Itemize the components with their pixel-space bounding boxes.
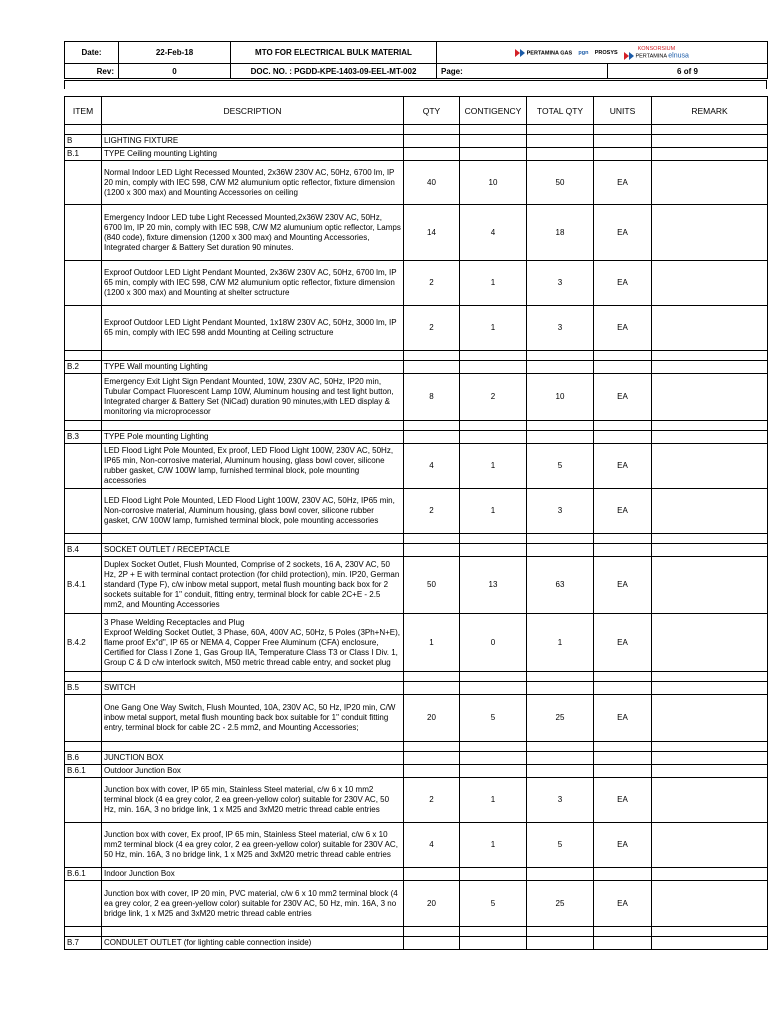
qty-cell — [404, 682, 460, 695]
contigency-cell: 5 — [460, 695, 527, 742]
contigency-cell: 13 — [460, 557, 527, 614]
remark-cell — [652, 148, 768, 161]
document-title: MTO FOR ELECTRICAL BULK MATERIAL — [231, 42, 437, 64]
date-value: 22-Feb-18 — [119, 42, 231, 64]
total-qty-cell: 3 — [527, 261, 594, 306]
empty-cell — [404, 672, 460, 682]
pertamina-gas-logo: PERTAMINA GAS — [515, 49, 572, 57]
total-qty-cell — [527, 431, 594, 444]
qty-cell: 2 — [404, 261, 460, 306]
document-number: DOC. NO. : PGDD-KPE-1403-09-EEL-MT-002 — [231, 64, 437, 79]
col-units: UNITS — [594, 97, 652, 125]
description-cell: Indoor Junction Box — [102, 868, 404, 881]
table-row — [65, 205, 768, 261]
item-cell: B.4.2 — [65, 614, 102, 672]
description-cell: LIGHTING FIXTURE — [102, 135, 404, 148]
remark-cell — [652, 823, 768, 868]
empty-cell — [102, 421, 404, 431]
table-row — [65, 937, 768, 950]
description-cell: Normal Indoor LED Light Recessed Mounted, 2x36W 230V AC, 50Hz, 6700 lm, IP 20 min, comply with IEC 598, C/W M2 alumunium optic reflector, fixture dimension (1200 x 300 max) and Mounting Accessories on ceiling — [102, 161, 404, 205]
prosys-logo: PROSYS — [594, 49, 618, 56]
item-cell — [65, 823, 102, 868]
contigency-cell: 1 — [460, 261, 527, 306]
empty-cell — [527, 351, 594, 361]
contigency-cell — [460, 752, 527, 765]
qty-cell — [404, 752, 460, 765]
table-row — [65, 557, 768, 614]
remark-cell — [652, 868, 768, 881]
total-qty-cell — [527, 148, 594, 161]
empty-cell — [102, 125, 404, 135]
contigency-cell: 0 — [460, 614, 527, 672]
units-cell — [594, 682, 652, 695]
description-cell: Junction box with cover, IP 65 min, Stainless Steel material, c/w 6 x 10 mm2 terminal block (4 ea grey color, 2 ea green-yellow color) suitable for 230V AC, 50 Hz, min. 16A, 3 no bridge link, 1 x M25 and 3xM20 metric thread cable entries — [102, 778, 404, 823]
item-cell — [65, 881, 102, 927]
table-row — [65, 161, 768, 205]
description-cell: Outdoor Junction Box — [102, 765, 404, 778]
qty-cell: 2 — [404, 489, 460, 534]
rev-label: Rev: — [65, 64, 119, 79]
remark-cell — [652, 765, 768, 778]
item-cell — [65, 161, 102, 205]
page-label: Page: — [437, 64, 608, 79]
remark-cell — [652, 374, 768, 421]
total-qty-cell: 10 — [527, 374, 594, 421]
empty-cell — [527, 672, 594, 682]
table-row — [65, 682, 768, 695]
empty-cell — [65, 534, 102, 544]
konsorsium-logo: KONSORSIUM PERTAMINA elnusa — [624, 46, 689, 60]
empty-cell — [460, 351, 527, 361]
table-row — [65, 823, 768, 868]
column-header-row — [65, 97, 768, 125]
qty-cell: 4 — [404, 444, 460, 489]
empty-cell — [527, 125, 594, 135]
empty-cell — [102, 534, 404, 544]
spacer-row — [65, 351, 768, 361]
empty-cell — [404, 125, 460, 135]
date-label: Date: — [65, 42, 119, 64]
total-qty-cell — [527, 752, 594, 765]
contigency-cell: 1 — [460, 489, 527, 534]
units-cell: EA — [594, 778, 652, 823]
table-row — [65, 752, 768, 765]
units-cell — [594, 544, 652, 557]
contigency-cell: 5 — [460, 881, 527, 927]
table-row — [65, 306, 768, 351]
units-cell — [594, 431, 652, 444]
qty-cell: 14 — [404, 205, 460, 261]
empty-cell — [594, 534, 652, 544]
qty-cell: 2 — [404, 306, 460, 351]
total-qty-cell: 18 — [527, 205, 594, 261]
total-qty-cell: 3 — [527, 306, 594, 351]
description-cell: Exproof Outdoor LED Light Pendant Mounted, 1x18W 230V AC, 50Hz, 3000 lm, IP 65 min, comply with IEC 598 andd Mounting at Ceiling sctructure — [102, 306, 404, 351]
table-row — [65, 868, 768, 881]
empty-cell — [594, 742, 652, 752]
table-row — [65, 614, 768, 672]
header-divider — [64, 80, 767, 89]
empty-cell — [460, 742, 527, 752]
empty-cell — [652, 927, 768, 937]
item-cell — [65, 306, 102, 351]
units-cell: EA — [594, 614, 652, 672]
contigency-cell — [460, 682, 527, 695]
remark-cell — [652, 161, 768, 205]
remark-cell — [652, 135, 768, 148]
units-cell: EA — [594, 306, 652, 351]
spacer-row — [65, 927, 768, 937]
empty-cell — [652, 534, 768, 544]
qty-cell — [404, 431, 460, 444]
description-cell: TYPE Wall mounting Lighting — [102, 361, 404, 374]
total-qty-cell: 3 — [527, 489, 594, 534]
remark-cell — [652, 937, 768, 950]
units-cell — [594, 135, 652, 148]
item-cell — [65, 374, 102, 421]
col-total-qty: TOTAL QTY — [527, 97, 594, 125]
remark-cell — [652, 778, 768, 823]
empty-cell — [527, 534, 594, 544]
table-row — [65, 778, 768, 823]
table-row — [65, 431, 768, 444]
total-qty-cell: 25 — [527, 881, 594, 927]
empty-cell — [65, 351, 102, 361]
qty-cell: 50 — [404, 557, 460, 614]
description-cell: JUNCTION BOX — [102, 752, 404, 765]
units-cell: EA — [594, 205, 652, 261]
description-cell: CONDULET OUTLET (for lighting cable connection inside) — [102, 937, 404, 950]
item-cell: B.3 — [65, 431, 102, 444]
qty-cell: 20 — [404, 695, 460, 742]
contigency-cell — [460, 361, 527, 374]
contigency-cell — [460, 868, 527, 881]
qty-cell — [404, 544, 460, 557]
description-cell: Junction box with cover, Ex proof, IP 65 min, Stainless Steel material, c/w 6 x 10 mm2 terminal block (4 ea grey color, 2 ea green-yellow color) suitable for 230V AC, 50 Hz, min. 16A, 3 no bridge link, 1 x M25 and 3xM20 metric thread cable entries — [102, 823, 404, 868]
qty-cell — [404, 765, 460, 778]
contigency-cell: 1 — [460, 306, 527, 351]
table-row — [65, 489, 768, 534]
empty-cell — [65, 742, 102, 752]
description-cell: LED Flood Light Pole Mounted, LED Flood Light 100W, 230V AC, 50Hz, IP65 min, Non-corrosive material, Aluminum housing, glass bowl cover, silicone rubber gasket, C/W 100W lamp, furnished terminal block, pole mounting accessories — [102, 489, 404, 534]
item-cell: B.6 — [65, 752, 102, 765]
empty-cell — [527, 742, 594, 752]
empty-cell — [652, 742, 768, 752]
remark-cell — [652, 695, 768, 742]
description-cell: Emergency Exit Light Sign Pendant Mounted, 10W, 230V AC, 50Hz, IP20 min, Tubular Compact Fluorescent Lamp 10W, Aluminum housing and test light button, Integrated charger & Battery Set (NiCad) duration 90 minutes,with LED display & monitoring via microprocessor — [102, 374, 404, 421]
table-row — [65, 148, 768, 161]
empty-cell — [404, 421, 460, 431]
qty-cell: 4 — [404, 823, 460, 868]
total-qty-cell — [527, 544, 594, 557]
contigency-cell — [460, 544, 527, 557]
contigency-cell: 10 — [460, 161, 527, 205]
item-cell: B.4.1 — [65, 557, 102, 614]
item-cell: B.4 — [65, 544, 102, 557]
spacer-row — [65, 672, 768, 682]
logo-strip — [437, 42, 768, 64]
remark-cell — [652, 752, 768, 765]
remark-cell — [652, 614, 768, 672]
qty-cell: 8 — [404, 374, 460, 421]
page-value: 6 of 9 — [608, 64, 768, 79]
description-cell: One Gang One Way Switch, Flush Mounted, 10A, 230V AC, 50 Hz, IP20 min, C/W inbow metal support, metal flush mounting back box suitable for 1" conduit fitting entry, terminal block for cable 2C - 2.5 mm2, and Mounting Accessories; — [102, 695, 404, 742]
col-remark: REMARK — [652, 97, 768, 125]
table-row — [65, 544, 768, 557]
table-row — [65, 361, 768, 374]
units-cell: EA — [594, 557, 652, 614]
contigency-cell: 4 — [460, 205, 527, 261]
description-cell: SOCKET OUTLET / RECEPTACLE — [102, 544, 404, 557]
pgn-logo: pgn — [578, 49, 589, 56]
spacer-row — [65, 534, 768, 544]
units-cell: EA — [594, 695, 652, 742]
col-description: DESCRIPTION — [102, 97, 404, 125]
item-cell: B.1 — [65, 148, 102, 161]
remark-cell — [652, 489, 768, 534]
qty-cell: 2 — [404, 778, 460, 823]
contigency-cell: 1 — [460, 778, 527, 823]
description-cell: SWITCH — [102, 682, 404, 695]
description-cell: Duplex Socket Outlet, Flush Mounted, Comprise of 2 sockets, 16 A, 230V AC, 50 Hz, 2P + E with terminal contact protection (for child protection), min. IP20, German standard (Type F), c/w inbow metal support, metal flush mounting back box for 2 sockets suitable for 1" conduit, fitting entry, terminal block for cable 2C+E - 2.5 mm2, and Mounting Accessories — [102, 557, 404, 614]
remark-cell — [652, 361, 768, 374]
empty-cell — [65, 125, 102, 135]
remark-cell — [652, 444, 768, 489]
qty-cell — [404, 868, 460, 881]
empty-cell — [65, 421, 102, 431]
units-cell: EA — [594, 374, 652, 421]
empty-cell — [65, 927, 102, 937]
description-cell: TYPE Pole mounting Lighting — [102, 431, 404, 444]
contigency-cell — [460, 431, 527, 444]
remark-cell — [652, 881, 768, 927]
contigency-cell: 2 — [460, 374, 527, 421]
table-row — [65, 444, 768, 489]
item-cell — [65, 695, 102, 742]
col-item: ITEM — [65, 97, 102, 125]
empty-cell — [652, 672, 768, 682]
total-qty-cell: 63 — [527, 557, 594, 614]
description-cell: 3 Phase Welding Receptacles and Plug Exproof Welding Socket Outlet, 3 Phase, 60A, 400V AC, 50Hz, 5 Poles (3Ph+N+E), flame proof Ex"d", IP 65 or NEMA 4, Copper Free Aluminum (CFA) enclosure, Certified for Class I Zone 1, Gas Group IIA, Temperature Class T3 or Class I Div. 1, Group C & D c/w interlock switch, M50 metric thread cable entry, and socket plug — [102, 614, 404, 672]
item-cell: B.6.1 — [65, 765, 102, 778]
table-row — [65, 135, 768, 148]
qty-cell — [404, 361, 460, 374]
item-cell: B — [65, 135, 102, 148]
empty-cell — [652, 421, 768, 431]
empty-cell — [404, 927, 460, 937]
spacer-row — [65, 742, 768, 752]
empty-cell — [404, 534, 460, 544]
empty-cell — [460, 534, 527, 544]
empty-cell — [460, 927, 527, 937]
units-cell — [594, 937, 652, 950]
item-cell: B.5 — [65, 682, 102, 695]
empty-cell — [404, 742, 460, 752]
total-qty-cell: 5 — [527, 823, 594, 868]
qty-cell: 1 — [404, 614, 460, 672]
contigency-cell — [460, 148, 527, 161]
remark-cell — [652, 682, 768, 695]
remark-cell — [652, 431, 768, 444]
description-cell: LED Flood Light Pole Mounted, Ex proof, LED Flood Light 100W, 230V AC, 50Hz, IP65 min, Non-corrosive material, Aluminum housing, glass bowl cover, silicone rubber gasket, C/W 100W lamp, furnished terminal block, pole mounting accessories — [102, 444, 404, 489]
units-cell — [594, 361, 652, 374]
units-cell: EA — [594, 261, 652, 306]
empty-cell — [102, 672, 404, 682]
total-qty-cell — [527, 361, 594, 374]
table-row — [65, 695, 768, 742]
units-cell: EA — [594, 444, 652, 489]
table-row — [65, 261, 768, 306]
empty-cell — [460, 421, 527, 431]
empty-cell — [652, 125, 768, 135]
item-cell — [65, 444, 102, 489]
item-cell: B.7 — [65, 937, 102, 950]
total-qty-cell: 25 — [527, 695, 594, 742]
empty-cell — [594, 125, 652, 135]
col-contigency: CONTIGENCY — [460, 97, 527, 125]
contigency-cell: 1 — [460, 823, 527, 868]
qty-cell — [404, 148, 460, 161]
empty-cell — [594, 351, 652, 361]
units-cell: EA — [594, 161, 652, 205]
qty-cell — [404, 135, 460, 148]
empty-cell — [652, 351, 768, 361]
qty-cell: 20 — [404, 881, 460, 927]
units-cell: EA — [594, 489, 652, 534]
remark-cell — [652, 205, 768, 261]
empty-cell — [594, 672, 652, 682]
empty-cell — [102, 927, 404, 937]
table-row — [65, 881, 768, 927]
empty-cell — [102, 742, 404, 752]
units-cell — [594, 148, 652, 161]
contigency-cell — [460, 765, 527, 778]
remark-cell — [652, 306, 768, 351]
qty-cell: 40 — [404, 161, 460, 205]
units-cell: EA — [594, 823, 652, 868]
empty-cell — [65, 672, 102, 682]
units-cell — [594, 752, 652, 765]
total-qty-cell — [527, 682, 594, 695]
description-cell: Exproof Outdoor LED Light Pendant Mounted, 2x36W 230V AC, 50Hz, 6700 lm, IP 65 min, comply with IEC 598, C/W M2 alumunium optic reflector, fixture dimension (1200 x 300 max) and Mounting at shelter sctructure — [102, 261, 404, 306]
empty-cell — [594, 421, 652, 431]
contigency-cell — [460, 135, 527, 148]
total-qty-cell: 5 — [527, 444, 594, 489]
empty-cell — [527, 421, 594, 431]
empty-cell — [460, 672, 527, 682]
qty-cell — [404, 937, 460, 950]
total-qty-cell: 1 — [527, 614, 594, 672]
rev-value: 0 — [119, 64, 231, 79]
description-cell: Junction box with cover, IP 20 min, PVC material, c/w 6 x 10 mm2 terminal block (4 ea grey color, 2 ea green-yellow color) suitable for 230V AC, 50 Hz, min. 16A, 3 no bridge link, 1 x M25 and 3xM20 metric thread cable entries — [102, 881, 404, 927]
item-cell — [65, 261, 102, 306]
item-cell — [65, 489, 102, 534]
description-cell: TYPE Ceiling mounting Lighting — [102, 148, 404, 161]
col-qty: QTY — [404, 97, 460, 125]
material-table — [64, 96, 768, 950]
units-cell: EA — [594, 881, 652, 927]
remark-cell — [652, 544, 768, 557]
spacer-row — [65, 421, 768, 431]
empty-cell — [527, 927, 594, 937]
total-qty-cell: 3 — [527, 778, 594, 823]
units-cell — [594, 765, 652, 778]
document-header — [64, 41, 768, 79]
item-cell: B.6.1 — [65, 868, 102, 881]
empty-cell — [460, 125, 527, 135]
empty-cell — [102, 351, 404, 361]
remark-cell — [652, 557, 768, 614]
table-row — [65, 374, 768, 421]
total-qty-cell — [527, 937, 594, 950]
table-row — [65, 765, 768, 778]
contigency-cell — [460, 937, 527, 950]
remark-cell — [652, 261, 768, 306]
item-cell — [65, 205, 102, 261]
item-cell — [65, 778, 102, 823]
empty-cell — [594, 927, 652, 937]
description-cell: Emergency Indoor LED tube Light Recessed Mounted,2x36W 230V AC, 50Hz, 6700 lm, IP 20 min, comply with IEC 598, C/W M2 alumunium optic reflector, Lamps (840 code), fixture dimension (1200 x 300 max) and Mounting Accessories, Integrated charger & Battery Set duration 90 minutes. — [102, 205, 404, 261]
empty-cell — [404, 351, 460, 361]
total-qty-cell: 50 — [527, 161, 594, 205]
contigency-cell: 1 — [460, 444, 527, 489]
total-qty-cell — [527, 135, 594, 148]
units-cell — [594, 868, 652, 881]
spacer-row — [65, 125, 768, 135]
item-cell: B.2 — [65, 361, 102, 374]
total-qty-cell — [527, 868, 594, 881]
total-qty-cell — [527, 765, 594, 778]
